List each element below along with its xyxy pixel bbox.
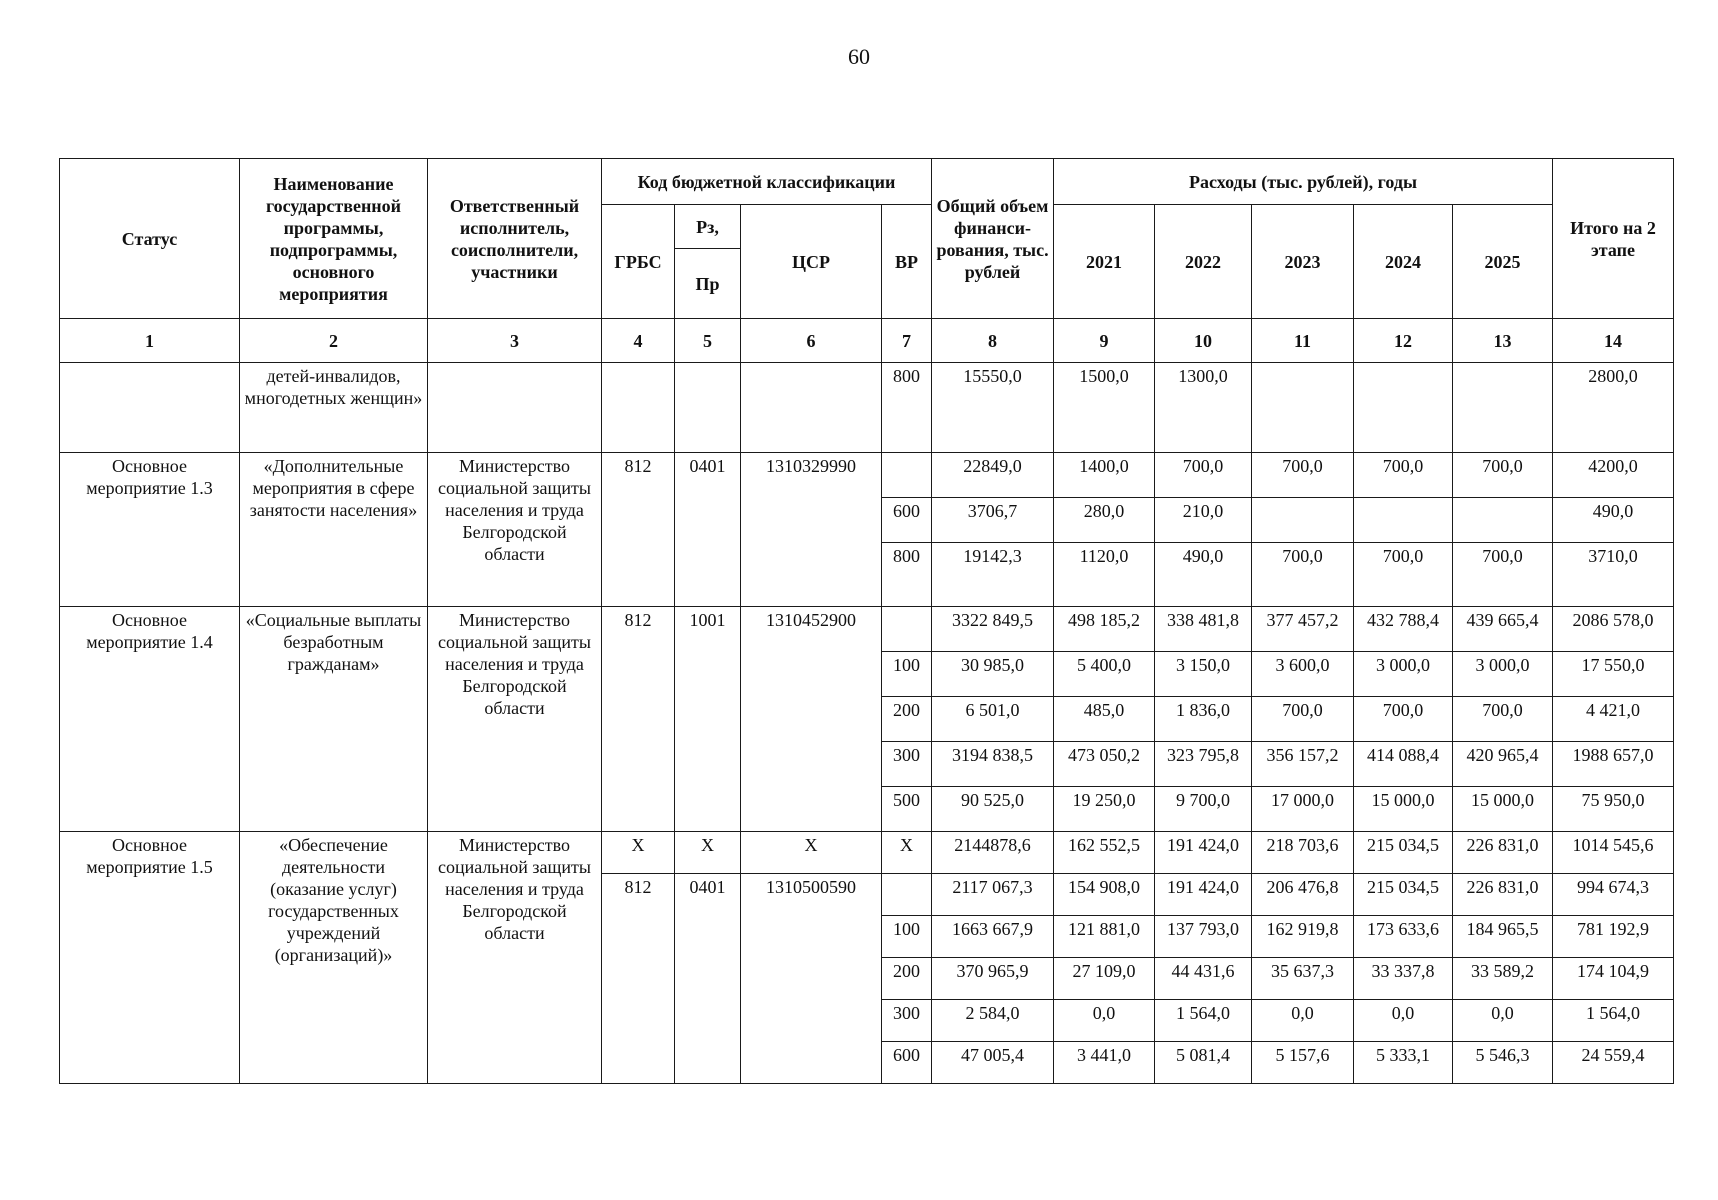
header-year: 2025 — [1453, 205, 1553, 319]
year-2021-cell: 485,0 — [1054, 697, 1155, 742]
vr-cell: 100 — [882, 916, 932, 958]
rz-pr-cell: 0401 — [675, 874, 741, 1084]
year-2025-cell: 15 000,0 — [1453, 787, 1553, 832]
grbs-cell: 812 — [602, 607, 675, 832]
status-cell: Основное мероприятие 1.3 — [60, 453, 240, 607]
year-2024-cell: 700,0 — [1354, 697, 1453, 742]
year-2022-cell: 323 795,8 — [1155, 742, 1252, 787]
year-2024-cell: 215 034,5 — [1354, 874, 1453, 916]
year-2021-cell: 27 109,0 — [1054, 958, 1155, 1000]
year-2023-cell: 700,0 — [1252, 543, 1354, 607]
total-volume-cell: 1663 667,9 — [932, 916, 1054, 958]
header-rz: Рз, — [675, 205, 741, 249]
year-2025-cell: 33 589,2 — [1453, 958, 1553, 1000]
year-2023-cell: 700,0 — [1252, 697, 1354, 742]
year-2025-cell: 420 965,4 — [1453, 742, 1553, 787]
year-2025-cell: 226 831,0 — [1453, 874, 1553, 916]
stage-total-cell: 781 192,9 — [1553, 916, 1674, 958]
budget-table — [59, 158, 1674, 1084]
responsible-cell: Министерство социальной защиты населения и труда Белгородской области — [428, 453, 602, 607]
total-volume-cell: 3322 849,5 — [932, 607, 1054, 652]
vr-cell: 300 — [882, 1000, 932, 1042]
year-2022-cell: 191 424,0 — [1155, 832, 1252, 874]
year-2021-cell: 473 050,2 — [1054, 742, 1155, 787]
column-number: 9 — [1054, 319, 1155, 363]
vr-cell: 200 — [882, 697, 932, 742]
year-2022-cell: 210,0 — [1155, 498, 1252, 543]
table-row — [60, 607, 1674, 652]
header-total-volume: Общий объем финанси-рования, тыс. рублей — [932, 159, 1054, 319]
year-2023-cell: 5 157,6 — [1252, 1042, 1354, 1084]
year-2021-cell: 162 552,5 — [1054, 832, 1155, 874]
year-2022-cell: 44 431,6 — [1155, 958, 1252, 1000]
year-2025-cell — [1453, 363, 1553, 453]
program-name-cell: «Обеспечение деятельности (оказание услуг) государственных учреждений (организаций)» — [240, 832, 428, 1084]
column-number: 6 — [741, 319, 882, 363]
column-number: 13 — [1453, 319, 1553, 363]
csr-cell: 1310452900 — [741, 607, 882, 832]
stage-total-cell: 1014 545,6 — [1553, 832, 1674, 874]
vr-cell: 200 — [882, 958, 932, 1000]
year-2023-cell: 377 457,2 — [1252, 607, 1354, 652]
year-2025-cell — [1453, 498, 1553, 543]
year-2023-cell: 162 919,8 — [1252, 916, 1354, 958]
total-volume-cell: 370 965,9 — [932, 958, 1054, 1000]
year-2022-cell: 137 793,0 — [1155, 916, 1252, 958]
stage-total-cell: 1 564,0 — [1553, 1000, 1674, 1042]
rz-pr-cell: 0401 — [675, 453, 741, 607]
year-2023-cell: 3 600,0 — [1252, 652, 1354, 697]
year-2024-cell: 5 333,1 — [1354, 1042, 1453, 1084]
year-2022-cell: 9 700,0 — [1155, 787, 1252, 832]
year-2024-cell: 700,0 — [1354, 543, 1453, 607]
year-2025-cell: 3 000,0 — [1453, 652, 1553, 697]
stage-total-cell: 1988 657,0 — [1553, 742, 1674, 787]
year-2022-cell: 700,0 — [1155, 453, 1252, 498]
header-responsible: Ответственный исполнитель, соисполнители, участники — [428, 159, 602, 319]
stage-total-cell: 75 950,0 — [1553, 787, 1674, 832]
column-number: 8 — [932, 319, 1054, 363]
vr-cell: 500 — [882, 787, 932, 832]
total-volume-cell: 22849,0 — [932, 453, 1054, 498]
column-number: 7 — [882, 319, 932, 363]
year-2025-cell: 700,0 — [1453, 697, 1553, 742]
stage-total-cell: 3710,0 — [1553, 543, 1674, 607]
year-2022-cell: 1 564,0 — [1155, 1000, 1252, 1042]
year-2024-cell: 432 788,4 — [1354, 607, 1453, 652]
year-2021-cell: 1500,0 — [1054, 363, 1155, 453]
year-2022-cell: 338 481,8 — [1155, 607, 1252, 652]
header-stage-total: Итого на 2 этапе — [1553, 159, 1674, 319]
year-2021-cell: 0,0 — [1054, 1000, 1155, 1042]
table-row — [60, 363, 1674, 453]
header-year: 2022 — [1155, 205, 1252, 319]
stage-total-cell: 994 674,3 — [1553, 874, 1674, 916]
header-year: 2021 — [1054, 205, 1155, 319]
column-number: 12 — [1354, 319, 1453, 363]
year-2022-cell: 1300,0 — [1155, 363, 1252, 453]
total-volume-cell: 19142,3 — [932, 543, 1054, 607]
year-2025-cell: 700,0 — [1453, 543, 1553, 607]
stage-total-cell: 4 421,0 — [1553, 697, 1674, 742]
stage-total-cell: 24 559,4 — [1553, 1042, 1674, 1084]
column-number: 1 — [60, 319, 240, 363]
vr-cell: X — [882, 832, 932, 874]
year-2025-cell: 184 965,5 — [1453, 916, 1553, 958]
header-csr: ЦСР — [741, 205, 882, 319]
year-2024-cell: 15 000,0 — [1354, 787, 1453, 832]
year-2025-cell: 226 831,0 — [1453, 832, 1553, 874]
column-number: 2 — [240, 319, 428, 363]
total-volume-cell: 47 005,4 — [932, 1042, 1054, 1084]
year-2021-cell: 5 400,0 — [1054, 652, 1155, 697]
status-cell: Основное мероприятие 1.4 — [60, 607, 240, 832]
responsible-cell: Министерство социальной защиты населения и труда Белгородской области — [428, 832, 602, 1084]
status-cell — [60, 363, 240, 453]
column-number: 4 — [602, 319, 675, 363]
vr-cell — [882, 453, 932, 498]
total-volume-cell: 2144878,6 — [932, 832, 1054, 874]
header-expenses: Расходы (тыс. рублей), годы — [1054, 159, 1553, 205]
year-2023-cell: 17 000,0 — [1252, 787, 1354, 832]
year-2023-cell: 35 637,3 — [1252, 958, 1354, 1000]
vr-cell: 600 — [882, 1042, 932, 1084]
header-pr: Пр — [675, 249, 741, 319]
year-2023-cell — [1252, 498, 1354, 543]
header-vr: ВР — [882, 205, 932, 319]
rz-pr-cell: X — [675, 832, 741, 874]
csr-cell: X — [741, 832, 882, 874]
responsible-cell — [428, 363, 602, 453]
column-number: 14 — [1553, 319, 1674, 363]
total-volume-cell: 3194 838,5 — [932, 742, 1054, 787]
stage-total-cell: 2086 578,0 — [1553, 607, 1674, 652]
total-volume-cell: 6 501,0 — [932, 697, 1054, 742]
csr-cell: 1310329990 — [741, 453, 882, 607]
year-2023-cell: 700,0 — [1252, 453, 1354, 498]
csr-cell — [741, 363, 882, 453]
column-number: 3 — [428, 319, 602, 363]
year-2021-cell: 1120,0 — [1054, 543, 1155, 607]
year-2025-cell: 700,0 — [1453, 453, 1553, 498]
year-2025-cell: 439 665,4 — [1453, 607, 1553, 652]
year-2021-cell: 154 908,0 — [1054, 874, 1155, 916]
csr-cell: 1310500590 — [741, 874, 882, 1084]
grbs-cell: 812 — [602, 453, 675, 607]
program-name-cell: «Социальные выплаты безработным гражданам» — [240, 607, 428, 832]
total-volume-cell: 3706,7 — [932, 498, 1054, 543]
year-2024-cell — [1354, 498, 1453, 543]
grbs-cell: X — [602, 832, 675, 874]
year-2021-cell: 1400,0 — [1054, 453, 1155, 498]
table-row — [60, 453, 1674, 498]
program-name-cell: детей-инвалидов, многодетных женщин» — [240, 363, 428, 453]
year-2025-cell: 0,0 — [1453, 1000, 1553, 1042]
program-name-cell: «Дополнительные мероприятия в сфере занятости населения» — [240, 453, 428, 607]
year-2021-cell: 280,0 — [1054, 498, 1155, 543]
header-name: Наименование государственной программы, подпрограммы, основного мероприятия — [240, 159, 428, 319]
column-numbers-row — [60, 319, 1674, 363]
year-2024-cell: 3 000,0 — [1354, 652, 1453, 697]
rz-pr-cell: 1001 — [675, 607, 741, 832]
stage-total-cell: 2800,0 — [1553, 363, 1674, 453]
total-volume-cell: 90 525,0 — [932, 787, 1054, 832]
year-2023-cell: 218 703,6 — [1252, 832, 1354, 874]
column-number: 11 — [1252, 319, 1354, 363]
page-number: 60 — [848, 44, 870, 69]
vr-cell — [882, 874, 932, 916]
column-number: 10 — [1155, 319, 1252, 363]
header-year: 2024 — [1354, 205, 1453, 319]
rz-pr-cell — [675, 363, 741, 453]
year-2023-cell — [1252, 363, 1354, 453]
header-kbk: Код бюджетной классификации — [602, 159, 932, 205]
stage-total-cell: 17 550,0 — [1553, 652, 1674, 697]
header-status: Статус — [60, 159, 240, 319]
vr-cell: 600 — [882, 498, 932, 543]
year-2022-cell: 5 081,4 — [1155, 1042, 1252, 1084]
year-2022-cell: 191 424,0 — [1155, 874, 1252, 916]
status-cell: Основное мероприятие 1.5 — [60, 832, 240, 1084]
grbs-cell — [602, 363, 675, 453]
total-volume-cell: 30 985,0 — [932, 652, 1054, 697]
year-2021-cell: 3 441,0 — [1054, 1042, 1155, 1084]
stage-total-cell: 490,0 — [1553, 498, 1674, 543]
vr-cell — [882, 607, 932, 652]
year-2022-cell: 3 150,0 — [1155, 652, 1252, 697]
responsible-cell: Министерство социальной защиты населения и труда Белгородской области — [428, 607, 602, 832]
year-2021-cell: 19 250,0 — [1054, 787, 1155, 832]
vr-cell: 800 — [882, 543, 932, 607]
vr-cell: 100 — [882, 652, 932, 697]
grbs-cell: 812 — [602, 874, 675, 1084]
total-volume-cell: 15550,0 — [932, 363, 1054, 453]
stage-total-cell: 174 104,9 — [1553, 958, 1674, 1000]
year-2024-cell: 414 088,4 — [1354, 742, 1453, 787]
total-volume-cell: 2117 067,3 — [932, 874, 1054, 916]
year-2024-cell: 0,0 — [1354, 1000, 1453, 1042]
column-number: 5 — [675, 319, 741, 363]
table-row — [60, 832, 1674, 874]
year-2024-cell — [1354, 363, 1453, 453]
total-volume-cell: 2 584,0 — [932, 1000, 1054, 1042]
year-2023-cell: 206 476,8 — [1252, 874, 1354, 916]
year-2021-cell: 498 185,2 — [1054, 607, 1155, 652]
year-2021-cell: 121 881,0 — [1054, 916, 1155, 958]
year-2024-cell: 33 337,8 — [1354, 958, 1453, 1000]
year-2023-cell: 0,0 — [1252, 1000, 1354, 1042]
year-2024-cell: 215 034,5 — [1354, 832, 1453, 874]
year-2024-cell: 700,0 — [1354, 453, 1453, 498]
year-2022-cell: 1 836,0 — [1155, 697, 1252, 742]
year-2022-cell: 490,0 — [1155, 543, 1252, 607]
year-2023-cell: 356 157,2 — [1252, 742, 1354, 787]
vr-cell: 300 — [882, 742, 932, 787]
stage-total-cell: 4200,0 — [1553, 453, 1674, 498]
year-2025-cell: 5 546,3 — [1453, 1042, 1553, 1084]
header-year: 2023 — [1252, 205, 1354, 319]
vr-cell: 800 — [882, 363, 932, 453]
year-2024-cell: 173 633,6 — [1354, 916, 1453, 958]
header-grbs: ГРБС — [602, 205, 675, 319]
